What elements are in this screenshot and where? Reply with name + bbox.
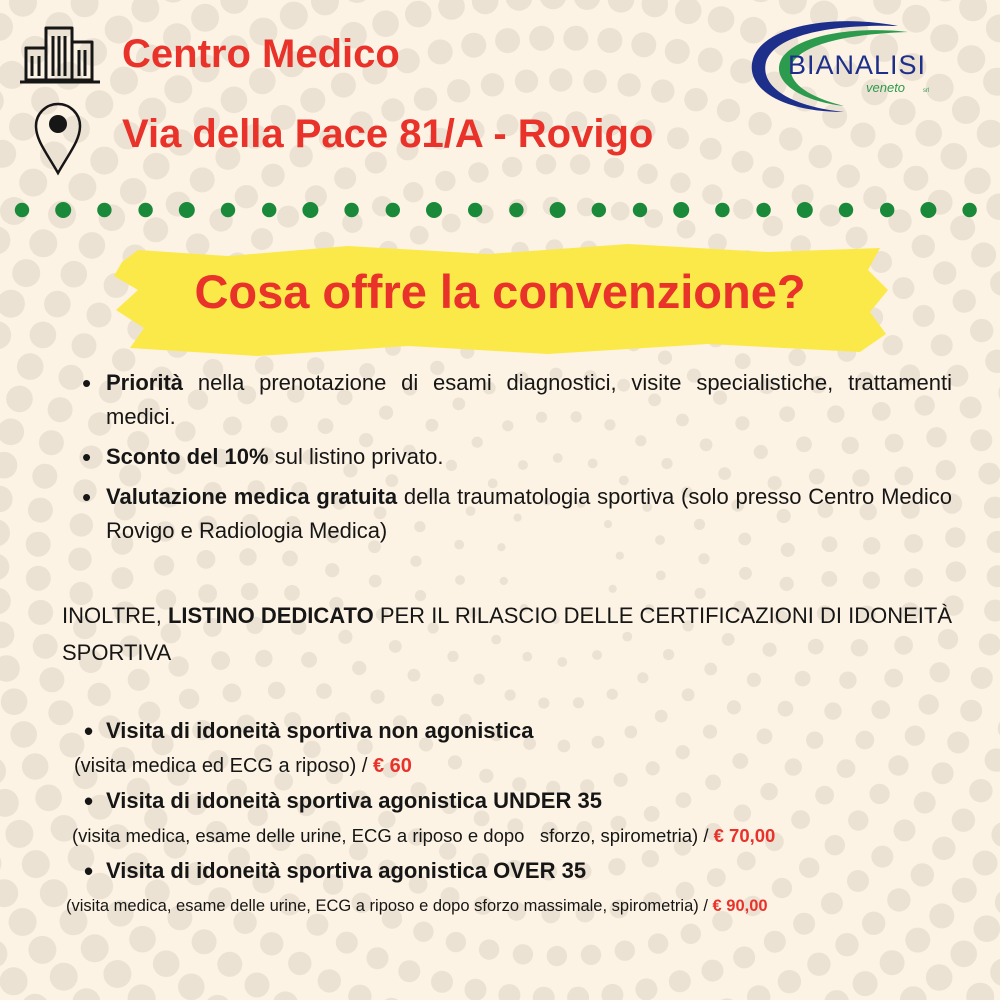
logo-name: BIANALISI xyxy=(788,50,927,80)
center-address: Via della Pace 81/A - Rovigo xyxy=(122,112,654,156)
dedicated-price-list-note xyxy=(62,597,952,671)
note-bold: LISTINO DEDICATO xyxy=(167,603,374,628)
offer-heading: Cosa offre la convenzione? xyxy=(194,265,806,318)
benefit-bold: Priorità xyxy=(106,370,184,395)
center-title: Centro Medico xyxy=(122,32,400,76)
visit-title: • Visita di idoneità sportiva non agonistica xyxy=(62,714,992,748)
list-item xyxy=(80,440,952,474)
list-item xyxy=(80,480,952,548)
visit-detail-text: (visita medica, esame delle urine, ECG a riposo e dopo sforzo massimale, spirometria) / xyxy=(66,897,713,915)
benefit-text: sul listino privato. xyxy=(268,444,444,469)
list-item xyxy=(80,366,952,434)
logo-subtitle: veneto xyxy=(866,80,906,95)
visit-detail xyxy=(62,888,992,924)
visit-detail-text: (visita medica, esame delle urine, ECG a riposo e dopo sforzo, spirometria) / xyxy=(72,825,714,846)
visit-price: € 90,00 xyxy=(712,897,768,915)
building-icon xyxy=(18,22,102,86)
map-pin-icon xyxy=(32,100,84,176)
benefit-bold: Sconto del 10% xyxy=(106,444,269,469)
visit-price: € 60 xyxy=(373,755,412,777)
benefit-text: nella prenotazione di esami diagnostici, visite specialistiche, trattamenti medici. xyxy=(106,370,952,429)
bianalisi-logo xyxy=(748,16,958,116)
logo-suffix: srl xyxy=(923,88,930,94)
visit-detail xyxy=(62,818,992,854)
visit-price: € 70,00 xyxy=(713,825,776,846)
visits-list xyxy=(62,714,992,924)
benefit-bold: Valutazione medica gratuita xyxy=(106,484,398,509)
visit-detail-text: (visita medica ed ECG a riposo) / xyxy=(74,755,373,777)
note-prefix: INOLTRE, xyxy=(62,603,168,628)
visit-title: • Visita di idoneità sportiva agonistica UNDER 35 xyxy=(62,784,992,818)
visit-title: • Visita di idoneità sportiva agonistica OVER 35 xyxy=(62,854,992,888)
benefits-list xyxy=(80,366,952,554)
note-suffix: PER IL RILASCIO DELLE CERTIFICAZIONI DI IDONEITÀ SPORTIVA xyxy=(62,603,952,665)
green-dotted-divider xyxy=(0,196,1000,224)
visit-detail xyxy=(62,748,992,784)
benefit-text: della traumatologia sportiva (solo presso Centro Medico Rovigo e Radiologia Medica) xyxy=(106,484,952,543)
